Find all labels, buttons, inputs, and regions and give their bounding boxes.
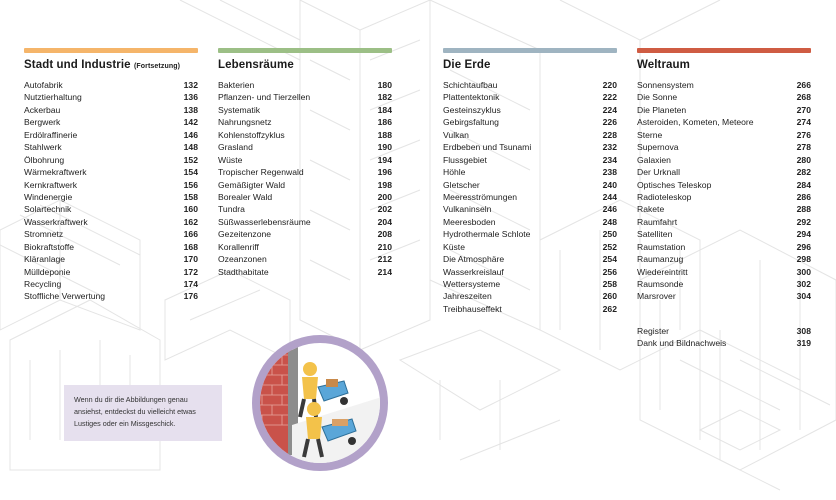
toc-entry[interactable] — [218, 129, 392, 141]
toc-entry[interactable] — [443, 91, 617, 103]
toc-entry[interactable] — [637, 91, 811, 103]
toc-entry-label: Nahrungsnetz — [218, 117, 272, 128]
toc-entry-page: 180 — [377, 80, 392, 90]
toc-entry-label: Asteroiden, Kometen, Meteore — [637, 117, 754, 128]
toc-entry-page: 254 — [602, 254, 617, 265]
toc-entry[interactable] — [637, 266, 811, 278]
toc-entry-page: 148 — [183, 142, 198, 153]
toc-entry-label: Wasserkraftwerk — [24, 216, 88, 227]
toc-entry-label: Optisches Teleskop — [637, 179, 712, 190]
toc-entry[interactable] — [443, 116, 617, 128]
toc-entry-page: 160 — [183, 204, 198, 215]
toc-entry[interactable] — [637, 337, 811, 349]
toc-entry-label: Stromnetz — [24, 229, 64, 240]
toc-entry[interactable] — [637, 104, 811, 116]
toc-entry[interactable] — [637, 179, 811, 191]
toc-entry-page: 308 — [796, 325, 811, 336]
toc-entry-page: 260 — [602, 291, 617, 302]
toc-entry-label: Kläranlage — [24, 254, 66, 265]
toc-entry-label: Raumstation — [637, 241, 686, 252]
toc-entry-label: Tundra — [218, 204, 245, 215]
toc-entry-label: Pflanzen- und Tierzellen — [218, 92, 311, 103]
toc-entry-label: Wettersysteme — [443, 279, 501, 289]
toc-entry-page: 244 — [602, 191, 617, 202]
toc-entry[interactable] — [24, 129, 198, 141]
toc-entry-page: 222 — [602, 92, 617, 103]
toc-entry[interactable] — [443, 141, 617, 153]
toc-entry-label: Systematik — [218, 104, 261, 115]
toc-entry-page: 232 — [602, 142, 617, 153]
section-color-bar — [218, 48, 392, 53]
toc-entry-label: Ozeanzonen — [218, 254, 267, 265]
toc-entry-label: Satelliten — [637, 229, 673, 240]
toc-entry[interactable] — [443, 253, 617, 265]
toc-entry[interactable] — [443, 241, 617, 253]
toc-entry-page: 302 — [796, 279, 811, 289]
toc-entry-page: 166 — [183, 229, 198, 240]
toc-entry[interactable] — [24, 91, 198, 103]
toc-entry-label: Mülldeponie — [24, 266, 71, 277]
toc-entry-page: 276 — [796, 129, 811, 140]
toc-entry-page: 288 — [796, 204, 811, 215]
toc-column-erde — [443, 48, 617, 315]
toc-entry-page: 224 — [602, 104, 617, 115]
toc-entry-page: 168 — [183, 241, 198, 252]
toc-entry-page: 182 — [377, 92, 392, 103]
toc-entry[interactable] — [637, 154, 811, 166]
toc-entry-label: Nutztierhaltung — [24, 92, 82, 103]
toc-entry-label: Stadthabitate — [218, 266, 269, 277]
toc-entry-page: 158 — [183, 191, 198, 202]
toc-entry-label: Küste — [443, 241, 465, 252]
toc-entry[interactable] — [24, 216, 198, 228]
toc-entry-label: Ackerbau — [24, 104, 61, 115]
toc-entry-page: 220 — [602, 80, 617, 90]
toc-entry-label: Solartechnik — [24, 204, 72, 215]
toc-entry-label: Tropischer Regenwald — [218, 167, 304, 178]
toc-entry[interactable] — [218, 166, 392, 178]
toc-entry-label: Erdbeben und Tsunami — [443, 142, 532, 153]
toc-entry-label: Höhle — [443, 167, 466, 178]
section-title: Die Erde — [443, 59, 491, 71]
toc-entry-label: Raumfahrt — [637, 216, 678, 227]
toc-entry[interactable] — [24, 154, 198, 166]
toc-entry[interactable] — [443, 203, 617, 215]
toc-entry-label: Galaxien — [637, 154, 671, 165]
toc-entry[interactable] — [24, 116, 198, 128]
toc-entry-label: Autofabrik — [24, 80, 63, 90]
toc-entry-label: Korallenriff — [218, 241, 259, 252]
toc-entry-label: Der Urknall — [637, 167, 680, 178]
toc-entry[interactable] — [24, 141, 198, 153]
section-title: Weltraum — [637, 59, 690, 71]
toc-entry[interactable] — [218, 203, 392, 215]
toc-entry[interactable] — [443, 179, 617, 191]
toc-entry-label: Bergwerk — [24, 117, 61, 128]
toc-entry[interactable] — [637, 129, 811, 141]
toc-entry-page: 304 — [796, 291, 811, 302]
toc-entry[interactable] — [443, 216, 617, 228]
toc-entry-page: 280 — [796, 154, 811, 165]
toc-entry-label: Plattentektonik — [443, 92, 500, 103]
toc-entry-label: Radioteleskop — [637, 191, 692, 202]
toc-column-stadt — [24, 48, 198, 303]
toc-entry-label: Raumanzug — [637, 254, 684, 265]
toc-entry-label: Wiedereintritt — [637, 266, 688, 277]
toc-entry-label: Biokraftstoffe — [24, 241, 74, 252]
toc-entry-label: Register — [637, 325, 669, 336]
toc-entry-label: Borealer Wald — [218, 191, 273, 202]
toc-entry-label: Grasland — [218, 142, 253, 153]
toc-entry[interactable] — [443, 303, 617, 315]
toc-entry-page: 262 — [602, 303, 617, 314]
toc-entry-label: Die Atmosphäre — [443, 254, 505, 265]
toc-entry-page: 228 — [602, 129, 617, 140]
toc-entry[interactable] — [24, 278, 198, 290]
toc-entry-label: Supernova — [637, 142, 679, 153]
toc-entry-page: 154 — [183, 167, 198, 178]
toc-entry[interactable] — [637, 241, 811, 253]
toc-entry-label: Meeresboden — [443, 216, 496, 227]
toc-entry-label: Treibhauseffekt — [443, 303, 502, 314]
toc-entry-label: Die Planeten — [637, 104, 687, 115]
toc-entry[interactable] — [637, 228, 811, 240]
toc-column-lebensraeume — [218, 48, 392, 278]
toc-entry[interactable] — [218, 154, 392, 166]
toc-entry-page: 266 — [796, 80, 811, 90]
toc-entry[interactable] — [637, 278, 811, 290]
toc-entry[interactable] — [443, 278, 617, 290]
toc-entry-page: 198 — [377, 179, 392, 190]
toc-entry-page: 294 — [796, 229, 811, 240]
toc-entry-page: 176 — [183, 291, 198, 302]
toc-entry[interactable] — [443, 129, 617, 141]
toc-entry[interactable] — [443, 290, 617, 302]
section-color-bar — [637, 48, 811, 53]
toc-entry-label: Ölbohrung — [24, 154, 65, 165]
toc-entry[interactable] — [443, 104, 617, 116]
toc-entry-page: 210 — [377, 241, 392, 252]
toc-entry-page: 240 — [602, 179, 617, 190]
section-color-bar — [24, 48, 198, 53]
toc-entry-page: 238 — [602, 167, 617, 178]
toc-entry-label: Wüste — [218, 154, 243, 165]
toc-entry[interactable] — [24, 166, 198, 178]
toc-entry[interactable] — [637, 203, 811, 215]
toc-entry[interactable] — [637, 116, 811, 128]
toc-entry[interactable] — [24, 179, 198, 191]
toc-entry-page: 300 — [796, 266, 811, 277]
toc-entry-page: 202 — [377, 204, 392, 215]
toc-entry[interactable] — [24, 253, 198, 265]
toc-entry-page: 270 — [796, 104, 811, 115]
toc-entry[interactable] — [24, 266, 198, 278]
toc-entry-label: Süßwasserlebensräume — [218, 216, 311, 227]
toc-entry[interactable] — [218, 141, 392, 153]
toc-entry-page: 136 — [183, 92, 198, 103]
toc-entry-label: Sterne — [637, 129, 663, 140]
toc-entry-page: 190 — [377, 142, 392, 153]
toc-entry-label: Vulkaninseln — [443, 204, 492, 215]
toc-entry-page: 188 — [377, 129, 392, 140]
toc-entry-label: Recycling — [24, 279, 62, 289]
toc-entry[interactable] — [218, 228, 392, 240]
toc-entry[interactable] — [637, 141, 811, 153]
toc-entry-page: 258 — [602, 279, 617, 289]
toc-entry-label: Marsrover — [637, 291, 676, 302]
toc-entry-page: 292 — [796, 216, 811, 227]
toc-entry-label: Windenergie — [24, 191, 73, 202]
toc-entry-page: 146 — [183, 129, 198, 140]
toc-entry[interactable] — [24, 290, 198, 302]
toc-entry[interactable] — [443, 228, 617, 240]
toc-entry-label: Stoffliche Verwertung — [24, 291, 106, 302]
toc-entry-page: 152 — [183, 154, 198, 165]
toc-entry[interactable] — [218, 216, 392, 228]
toc-entry[interactable] — [24, 241, 198, 253]
toc-entry-label: Kernkraftwerk — [24, 179, 78, 190]
toc-entry-label: Flussgebiet — [443, 154, 487, 165]
toc-entry-label: Dank und Bildnachweis — [637, 338, 727, 349]
toc-entry-page: 282 — [796, 167, 811, 178]
toc-entry-page: 204 — [377, 216, 392, 227]
toc-entry-label: Gebirgsfaltung — [443, 117, 499, 128]
toc-entry-label: Erdölraffinerie — [24, 129, 78, 140]
toc-entry[interactable] — [443, 166, 617, 178]
toc-entry[interactable] — [24, 79, 198, 91]
toc-entry-label: Gesteinszyklus — [443, 104, 501, 115]
toc-entry-page: 250 — [602, 229, 617, 240]
toc-entry-page: 298 — [796, 254, 811, 265]
toc-entry-page: 132 — [183, 80, 198, 90]
section-title: Lebensräume — [218, 59, 294, 71]
toc-entry[interactable] — [24, 203, 198, 215]
toc-entry-label: Gletscher — [443, 179, 480, 190]
toc-spacer — [637, 303, 811, 325]
toc-entry[interactable] — [637, 191, 811, 203]
toc-entry-label: Bakterien — [218, 80, 255, 90]
toc-entry[interactable] — [637, 79, 811, 91]
toc-entry-page: 246 — [602, 204, 617, 215]
toc-entry-label: Gemäßigter Wald — [218, 179, 286, 190]
toc-entry[interactable] — [443, 154, 617, 166]
toc-column-weltraum — [637, 48, 811, 350]
toc-entry-page: 196 — [377, 167, 392, 178]
hint-note: Wenn du dir die Abbildungen genau ansiehst, entdeckst du vielleicht etwas Lustiges oder ein Missgeschick. — [64, 385, 222, 441]
toc-entry-label: Raumsonde — [637, 279, 684, 289]
toc-entry-page: 174 — [183, 279, 198, 289]
toc-entry-page: 142 — [183, 117, 198, 128]
toc-entry-page: 252 — [602, 241, 617, 252]
toc-entry-page: 156 — [183, 179, 198, 190]
toc-entry[interactable] — [24, 104, 198, 116]
toc-entry-page: 186 — [377, 117, 392, 128]
toc-entry-page: 162 — [183, 216, 198, 227]
toc-entry[interactable] — [637, 325, 811, 337]
toc-entry-label: Wärmekraftwerk — [24, 167, 87, 178]
toc-entry-label: Gezeitenzone — [218, 229, 272, 240]
toc-entry-page: 296 — [796, 241, 811, 252]
toc-entry[interactable] — [218, 241, 392, 253]
toc-entry[interactable] — [218, 266, 392, 278]
toc-entry-page: 172 — [183, 266, 198, 277]
toc-entry[interactable] — [443, 191, 617, 203]
toc-entry[interactable] — [24, 228, 198, 240]
toc-entry[interactable] — [24, 191, 198, 203]
toc-entry-label: Stahlwerk — [24, 142, 62, 153]
toc-entry-page: 194 — [377, 154, 392, 165]
toc-entry[interactable] — [218, 179, 392, 191]
toc-entry-page: 268 — [796, 92, 811, 103]
toc-entry-page: 319 — [796, 338, 811, 349]
toc-entry[interactable] — [637, 216, 811, 228]
toc-entry[interactable] — [218, 104, 392, 116]
toc-entry-page: 208 — [377, 229, 392, 240]
toc-entry-label: Rakete — [637, 204, 665, 215]
toc-entry-label: Hydrothermale Schlote — [443, 229, 531, 240]
toc-entry[interactable] — [218, 191, 392, 203]
toc-entry[interactable] — [218, 253, 392, 265]
toc-entry-page: 184 — [377, 104, 392, 115]
section-title-suffix: (Fortsetzung) — [133, 63, 180, 70]
toc-entry[interactable] — [637, 166, 811, 178]
toc-entry-page: 248 — [602, 216, 617, 227]
toc-entry[interactable] — [218, 91, 392, 103]
toc-entry[interactable] — [637, 290, 811, 302]
workers-illustration — [252, 335, 388, 471]
toc-entry[interactable] — [443, 266, 617, 278]
toc-entry-label: Schichtaufbau — [443, 80, 498, 90]
toc-entry-label: Vulkan — [443, 129, 469, 140]
toc-entry-page: 226 — [602, 117, 617, 128]
toc-entry[interactable] — [637, 253, 811, 265]
toc-entry-page: 234 — [602, 154, 617, 165]
toc-entry-page: 286 — [796, 191, 811, 202]
toc-entry-label: Die Sonne — [637, 92, 678, 103]
toc-entry-page: 274 — [796, 117, 811, 128]
section-title: Stadt und Industrie (Fortsetzung) — [24, 59, 180, 71]
toc-entry[interactable] — [218, 79, 392, 91]
toc-entry-page: 214 — [377, 266, 392, 277]
toc-entry-label: Kohlenstoffzyklus — [218, 129, 285, 140]
toc-entry-page: 256 — [602, 266, 617, 277]
toc-entry[interactable] — [443, 79, 617, 91]
toc-entry-page: 200 — [377, 191, 392, 202]
toc-entry-page: 138 — [183, 104, 198, 115]
toc-entry-page: 278 — [796, 142, 811, 153]
toc-entry-label: Wasserkreislauf — [443, 266, 504, 277]
toc-entry-label: Jahreszeiten — [443, 291, 492, 302]
toc-entry-page: 284 — [796, 179, 811, 190]
toc-entry-page: 170 — [183, 254, 198, 265]
toc-entry-label: Sonnensystem — [637, 80, 694, 90]
toc-entry-page: 212 — [377, 254, 392, 265]
toc-entry-label: Meeresströmungen — [443, 191, 518, 202]
toc-entry[interactable] — [218, 116, 392, 128]
section-color-bar — [443, 48, 617, 53]
